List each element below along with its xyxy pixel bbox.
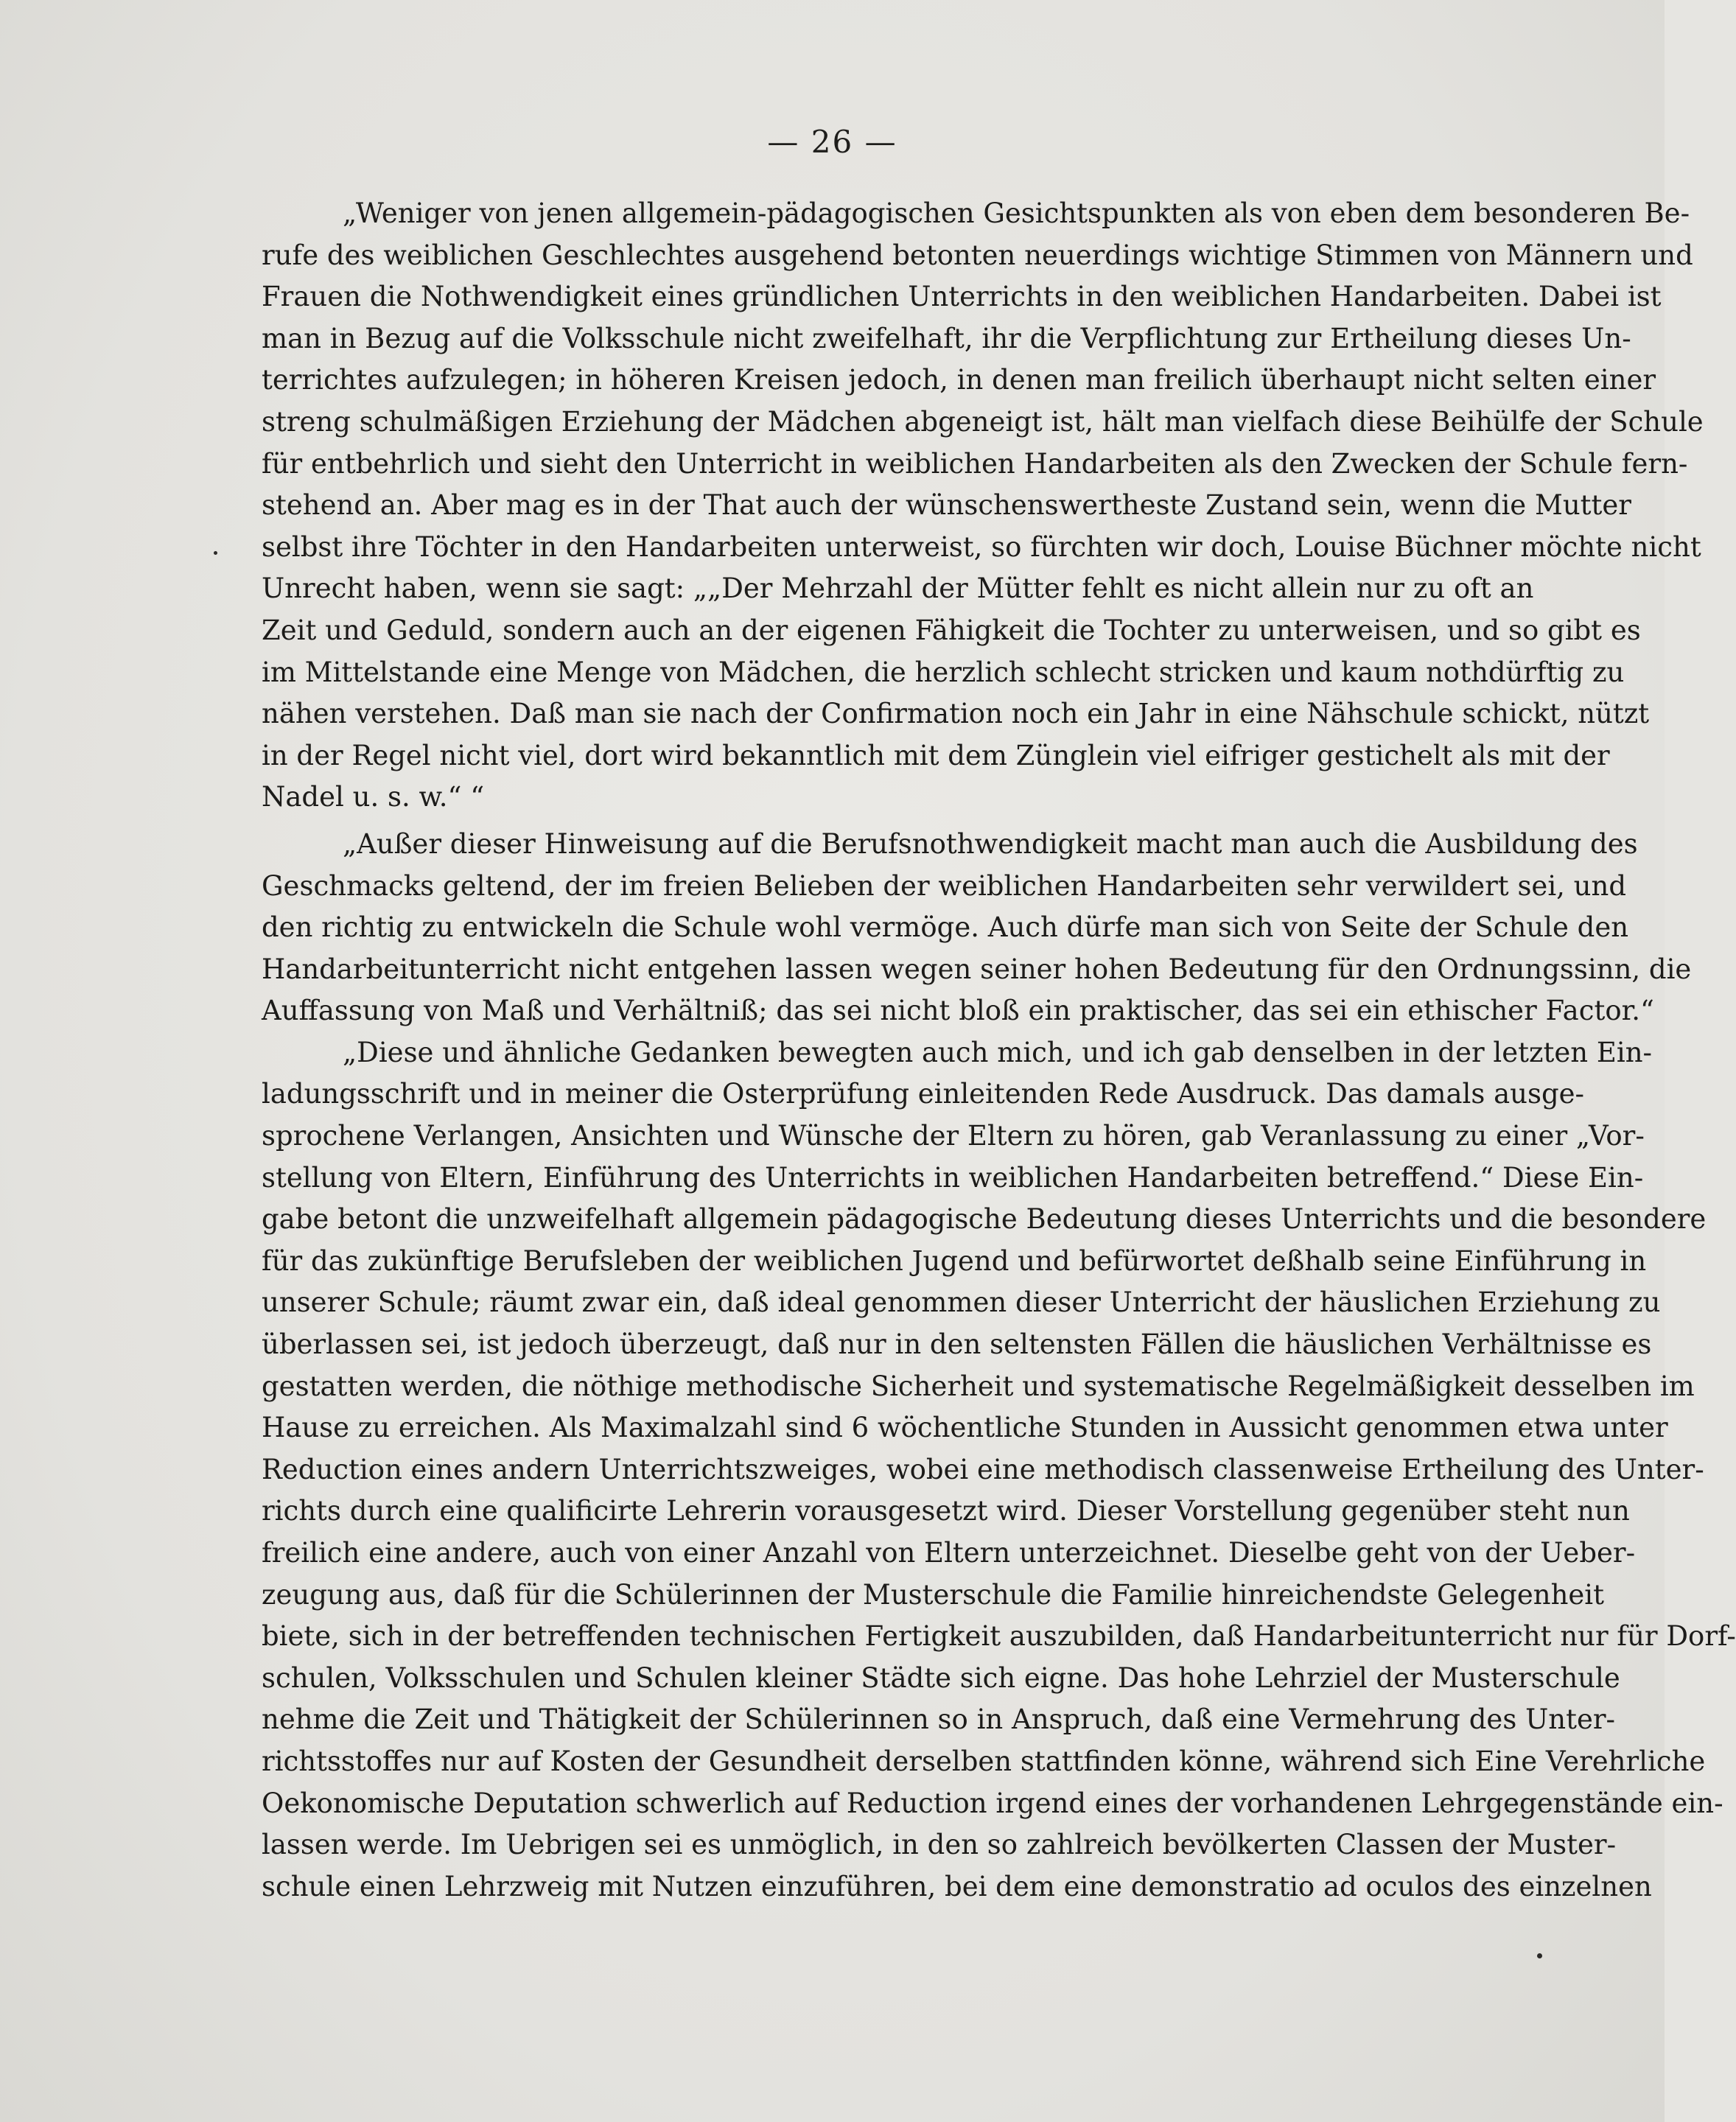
text-line: Zeit und Geduld, sondern auch an der eigenen Fähigkeit die Tochter zu unterweisen, und so gibt es (262, 614, 1641, 646)
text-line: nähen verstehen. Daß man sie nach der Confirmation noch ein Jahr in eine Nähschule schickt, nützt (262, 698, 1650, 730)
text-line: Unrecht haben, wenn sie sagt: „„Der Mehrzahl der Mütter fehlt es nicht allein nur zu oft an (262, 572, 1534, 605)
text-line: unserer Schule; räumt zwar ein, daß ideal genommen dieser Unterricht der häuslichen Erziehung zu (262, 1286, 1661, 1319)
text-line: stehend an. Aber mag es in der That auch der wünschenswertheste Zustand sein, wenn die Mutter (262, 489, 1631, 522)
text-line: sprochene Verlangen, Ansichten und Wünsche der Eltern zu hören, gab Veranlassung zu einer „Vor- (262, 1120, 1645, 1152)
text-line: rufe des weiblichen Geschlechtes ausgehend betonten neuerdings wichtige Stimmen von Männern und (262, 239, 1693, 271)
text-line: Oekonomische Deputation schwerlich auf Reduction irgend eines der vorhandenen Lehrgegenstände ein- (262, 1787, 1723, 1819)
text-line: streng schulmäßigen Erziehung der Mädchen abgeneigt ist, hält man vielfach diese Beihülfe der Schule (262, 405, 1704, 438)
ink-speck (1537, 1953, 1542, 1958)
text-line: im Mittelstande eine Menge von Mädchen, die herzlich schlecht stricken und kaum nothdürftig zu (262, 656, 1625, 688)
text-line: lassen werde. Im Uebrigen sei es unmöglich, in den so zahlreich bevölkerten Classen der Muster- (262, 1829, 1617, 1861)
text-line: Hause zu erreichen. Als Maximalzahl sind 6 wöchentliche Stunden in Aussicht genommen etwa unter (262, 1412, 1668, 1444)
text-line: richtsstoffes nur auf Kosten der Gesundheit derselben stattfinden könne, während sich Eine Verehrliche (262, 1745, 1706, 1777)
text-line: freilich eine andere, auch von einer Anzahl von Eltern unterzeichnet. Dieselbe geht von der Ueber- (262, 1537, 1636, 1569)
text-line: gestatten werden, die nöthige methodische Sicherheit und systematische Regelmäßigkeit desselben im (262, 1370, 1695, 1402)
text-line: schule einen Lehrzweig mit Nutzen einzuführen, bei dem eine demonstratio ad oculos des einzelnen (262, 1870, 1652, 1902)
text-line: Frauen die Nothwendigkeit eines gründlichen Unterrichts in den weiblichen Handarbeiten. Dabei ist (262, 281, 1662, 313)
text-line: Auffassung von Maß und Verhältniß; das sei nicht bloß ein praktischer, das sei ein ethischer Factor.“ (262, 995, 1654, 1027)
text-line: ladungsschrift und in meiner die Osterprüfung einleitenden Rede Ausdruck. Das damals ausge- (262, 1078, 1585, 1110)
text-line: nehme die Zeit und Thätigkeit der Schülerinnen so in Anspruch, daß eine Vermehrung des Unter- (262, 1703, 1616, 1736)
text-line: für das zukünftige Berufsleben der weiblichen Jugend und befürwortet deßhalb seine Einführung in (262, 1244, 1647, 1277)
text-line: „Weniger von jenen allgemein-pädagogischen Gesichtspunkten als von eben dem besonderen Be- (343, 197, 1690, 229)
text-line: Reduction eines andern Unterrichtszweiges, wobei eine methodisch classenweise Ertheilung des Unter- (262, 1453, 1704, 1485)
text-line: für entbehrlich und sieht den Unterricht in weiblichen Handarbeiten als den Zwecken der Schule fern- (262, 447, 1688, 480)
ink-speck (214, 551, 217, 555)
text-line: gabe betont die unzweifelhaft allgemein pädagogische Bedeutung dieses Unterrichts und die besondere (262, 1203, 1707, 1236)
page-number: — 26 — (767, 124, 897, 160)
text-line: biete, sich in der betreffenden technischen Fertigkeit auszubilden, daß Handarbeitunterricht nur für Dorf- (262, 1620, 1736, 1653)
text-line: überlassen sei, ist jedoch überzeugt, daß nur in den seltensten Fällen die häuslichen Verhältnisse es (262, 1328, 1652, 1361)
text-line: schulen, Volksschulen und Schulen kleiner Städte sich eigne. Das hohe Lehrziel der Musterschule (262, 1661, 1620, 1694)
text-line: Geschmacks geltend, der im freien Belieben der weiblichen Handarbeiten sehr verwildert sei, und (262, 869, 1627, 902)
text-line: zeugung aus, daß für die Schülerinnen der Musterschule die Familie hinreichendste Gelegenheit (262, 1578, 1604, 1611)
body-text (262, 193, 1736, 1908)
text-line: selbst ihre Töchter in den Handarbeiten unterweist, so fürchten wir doch, Louise Büchner möchte nicht (262, 530, 1701, 563)
text-line: terrichtes aufzulegen; in höheren Kreisen jedoch, in denen man freilich überhaupt nicht selten einer (262, 364, 1656, 396)
text-line: „Diese und ähnliche Gedanken bewegten auch mich, und ich gab denselben in der letzten Ein- (343, 1036, 1653, 1068)
text-line: Handarbeitunterricht nicht entgehen lassen wegen seiner hohen Bedeutung für den Ordnungssinn, die (262, 953, 1692, 985)
text-line: den richtig zu entwickeln die Schule wohl vermöge. Auch dürfe man sich von Seite der Schule den (262, 911, 1629, 944)
text-line: stellung von Eltern, Einführung des Unterrichts in weiblichen Handarbeiten betreffend.“ Diese Ein- (262, 1161, 1644, 1194)
text-line: in der Regel nicht viel, dort wird bekanntlich mit dem Zünglein viel eifriger gestichelt als mit der (262, 739, 1610, 771)
text-line: „Außer dieser Hinweisung auf die Berufsnothwendigkeit macht man auch die Ausbildung des (343, 827, 1638, 860)
text-line: richts durch eine qualificirte Lehrerin vorausgesetzt wird. Dieser Vorstellung gegenüber steht nun (262, 1495, 1630, 1527)
text-line: man in Bezug auf die Volksschule nicht zweifelhaft, ihr die Verpflichtung zur Ertheilung dieses Un- (262, 322, 1631, 354)
text-line: Nadel u. s. w.“ “ (262, 781, 485, 813)
